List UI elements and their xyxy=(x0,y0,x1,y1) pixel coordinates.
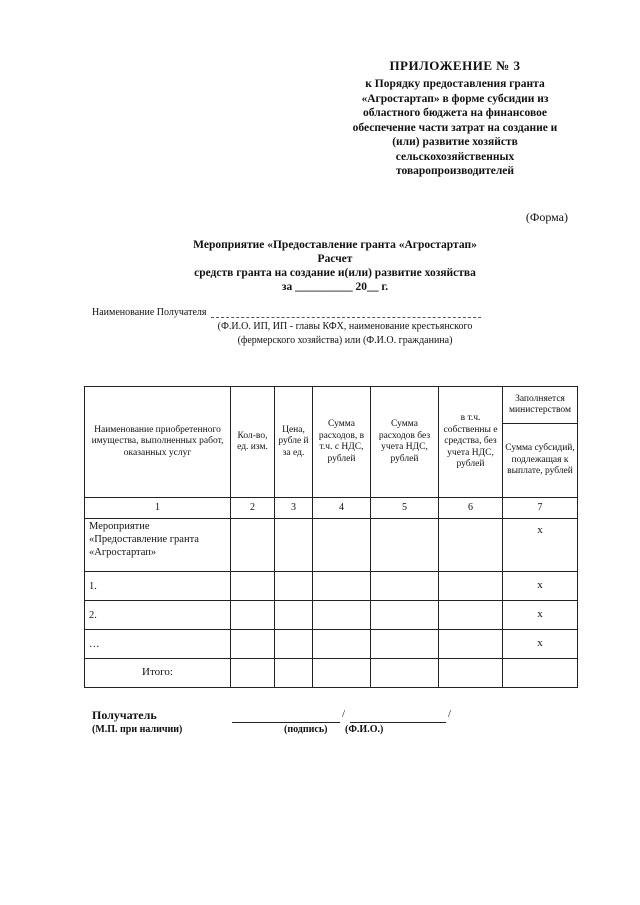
table-cell[interactable] xyxy=(439,601,503,630)
row-name: … xyxy=(85,630,231,659)
appendix-line: обеспечение части затрат на создание и xyxy=(352,121,558,134)
recipient-hint-line: (фермерского хозяйства) или (Ф.И.О. гражданина) xyxy=(237,335,453,346)
seal-note: (М.П. при наличии) xyxy=(92,724,183,735)
table-cell[interactable] xyxy=(371,630,439,659)
table-cell[interactable] xyxy=(313,630,371,659)
column-number: 4 xyxy=(313,498,371,519)
document-heading xyxy=(150,238,520,294)
table-cell[interactable] xyxy=(439,572,503,601)
recipient-signature-label: Получатель xyxy=(92,708,157,722)
form-label: (Форма) xyxy=(525,210,568,224)
table-cell[interactable] xyxy=(439,659,503,688)
column-number: 5 xyxy=(371,498,439,519)
slash-separator: / xyxy=(448,708,452,720)
recipient-field xyxy=(92,307,481,318)
table-cell[interactable] xyxy=(231,630,275,659)
total-row xyxy=(85,659,578,688)
table-cell[interactable] xyxy=(371,519,439,572)
table-cell[interactable] xyxy=(313,519,371,572)
recipient-label: Наименование Получателя xyxy=(92,307,207,318)
row-mark: x xyxy=(503,572,578,601)
table-cell[interactable] xyxy=(371,572,439,601)
header-cell: Наименование приобретенного имущества, выполненных работ, оказанных услуг xyxy=(85,387,231,498)
table-cell[interactable] xyxy=(231,659,275,688)
table-cell[interactable] xyxy=(503,659,578,688)
appendix-line: областного бюджета на финансовое xyxy=(363,107,547,119)
table-row xyxy=(85,519,578,572)
column-number: 2 xyxy=(231,498,275,519)
header-cell: Сумма расходов, в т.ч. с НДС, рублей xyxy=(313,387,371,498)
column-number: 7 xyxy=(503,498,578,519)
signature-block xyxy=(92,708,572,735)
appendix-line: к Порядку предоставления гранта xyxy=(365,78,545,90)
header-cell: Сумма субсидий, подлежащая к выплате, рублей xyxy=(503,424,578,498)
header-cell: Заполняется министерством xyxy=(503,387,578,424)
table-cell[interactable] xyxy=(231,601,275,630)
heading-line: Расчет xyxy=(317,253,353,265)
row-name: 1. xyxy=(85,572,231,601)
table-cell[interactable] xyxy=(275,572,313,601)
recipient-hint-line: (Ф.И.О. ИП, ИП - главы КФХ, наименование крестьянского xyxy=(217,321,473,332)
table-cell[interactable] xyxy=(439,519,503,572)
header-cell: в т.ч. собственны е средства, без учета НДС, рублей xyxy=(439,387,503,498)
table-cell[interactable] xyxy=(275,519,313,572)
table-cell[interactable] xyxy=(313,572,371,601)
name-caption: (Ф.И.О.) xyxy=(345,724,384,735)
signature-line[interactable] xyxy=(232,712,340,723)
table-cell[interactable] xyxy=(371,601,439,630)
heading-line: за __________ 20__ г. xyxy=(281,281,389,293)
table-row xyxy=(85,601,578,630)
table-cell[interactable] xyxy=(313,601,371,630)
header-cell: Сумма расходов без учета НДС, рублей xyxy=(371,387,439,498)
table-cell[interactable] xyxy=(275,601,313,630)
table-cell[interactable] xyxy=(231,519,275,572)
appendix-line: товаропроизводителей xyxy=(395,165,514,177)
table-cell[interactable] xyxy=(313,659,371,688)
row-name: 2. xyxy=(85,601,231,630)
appendix-line: «Агростартап» в форме субсидии из xyxy=(361,92,549,105)
recipient-hint xyxy=(180,320,510,348)
header-cell: Цена, рубле й за ед. xyxy=(275,387,313,498)
row-mark: x xyxy=(503,601,578,630)
appendix-line: сельскохозяйственных xyxy=(395,150,515,163)
slash-separator: / xyxy=(342,708,346,720)
calculation-table xyxy=(84,386,578,688)
table-row xyxy=(85,630,578,659)
row-mark: x xyxy=(503,630,578,659)
table-row xyxy=(85,572,578,601)
column-number: 1 xyxy=(85,498,231,519)
name-line[interactable] xyxy=(350,712,446,723)
table-cell[interactable] xyxy=(275,659,313,688)
table-cell[interactable] xyxy=(231,572,275,601)
total-label: Итого: xyxy=(85,659,231,688)
column-number: 6 xyxy=(439,498,503,519)
table-cell[interactable] xyxy=(275,630,313,659)
heading-line: средств гранта на создание и(или) развитие хозяйства xyxy=(194,267,476,279)
appendix-line: (или) развитие хозяйств xyxy=(392,136,518,148)
recipient-blank[interactable] xyxy=(211,309,481,318)
row-name: Мероприятие «Предоставление гранта «Агростартап» xyxy=(85,519,231,572)
header-cell: Кол-во, ед. изм. xyxy=(231,387,275,498)
table-cell[interactable] xyxy=(439,630,503,659)
sign-caption: (подпись) xyxy=(284,724,328,735)
heading-line: Мероприятие «Предоставление гранта «Агростартап» xyxy=(193,239,477,251)
appendix-block xyxy=(330,58,580,179)
row-mark: x xyxy=(503,519,578,572)
appendix-title: ПРИЛОЖЕНИЕ № 3 xyxy=(389,58,521,73)
column-number: 3 xyxy=(275,498,313,519)
table-cell[interactable] xyxy=(371,659,439,688)
